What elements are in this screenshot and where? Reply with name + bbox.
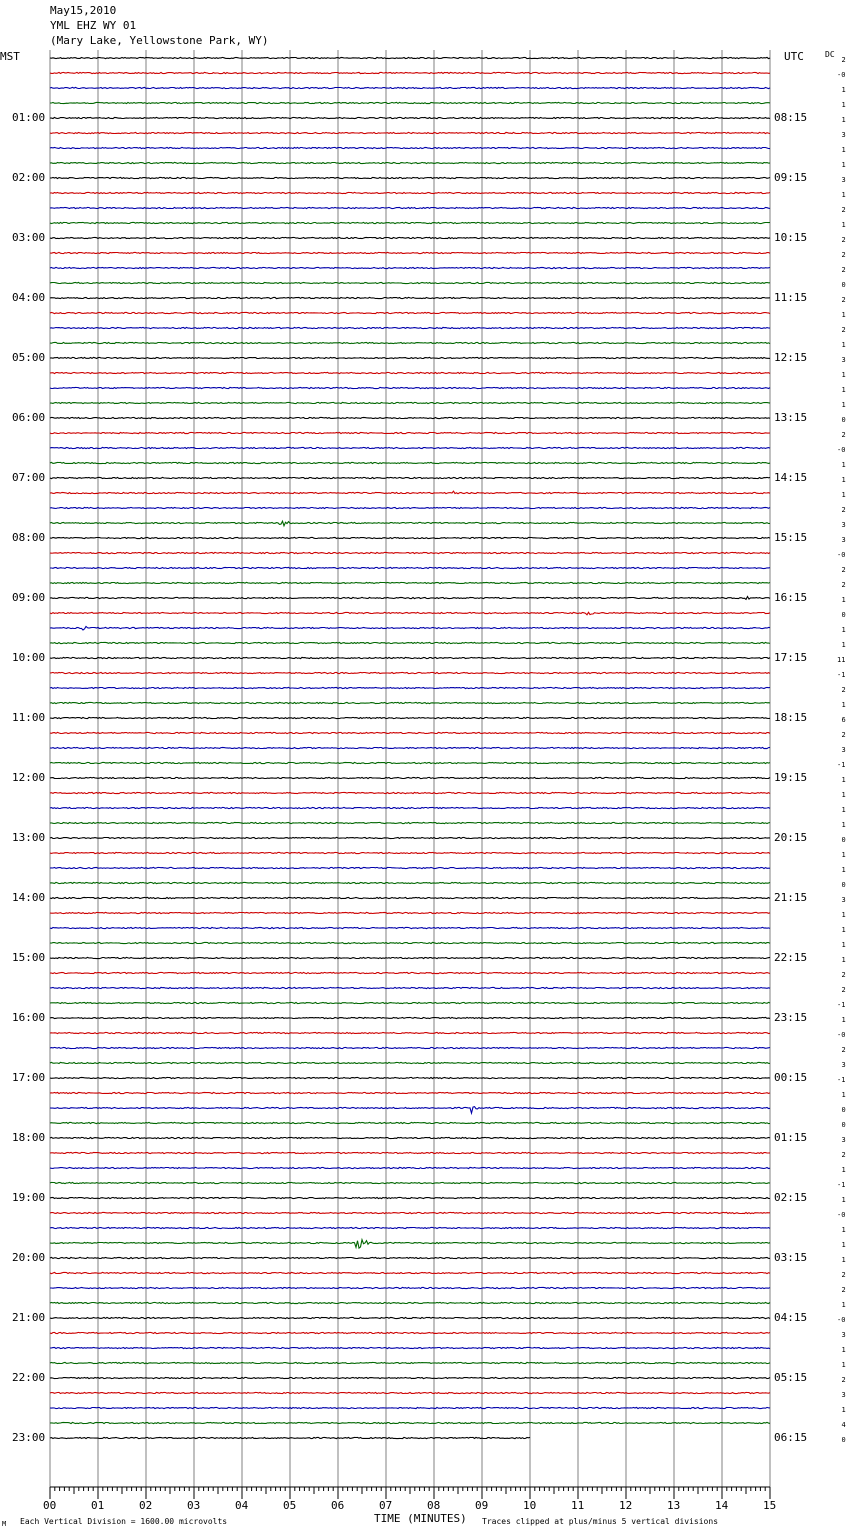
dc-offset-label: 2: [841, 1286, 846, 1294]
dc-offset-label: 2: [841, 326, 846, 334]
trace-row-16: [50, 297, 770, 298]
utc-hour-label: 04:15: [774, 1311, 808, 1324]
mst-hour-label: 18:00: [12, 1131, 46, 1144]
trace-row-48: [50, 777, 770, 778]
trace-row-27: [50, 462, 770, 463]
mst-hour-label: 05:00: [12, 351, 46, 364]
trace-row-80: [50, 1257, 770, 1258]
utc-hour-label: 02:15: [774, 1191, 808, 1204]
dc-offset-label: 1: [841, 86, 846, 94]
trace-row-60: [50, 957, 770, 958]
mst-hour-label: 10:00: [12, 651, 46, 664]
trace-row-92: [50, 1437, 530, 1438]
trace-row-90: [50, 1407, 770, 1408]
dc-offset-label: 2: [841, 1376, 846, 1384]
trace-row-22: [50, 387, 770, 388]
dc-offset-label: 1: [841, 1091, 846, 1099]
utc-hour-label: 00:15: [774, 1071, 808, 1084]
dc-offset-label: 2: [841, 1271, 846, 1279]
dc-offset-label: 3: [841, 536, 846, 544]
trace-row-75: [50, 1182, 770, 1183]
trace-row-24: [50, 417, 770, 418]
dc-offset-label: 1: [841, 941, 846, 949]
trace-row-86: [50, 1347, 770, 1348]
trace-row-31: [50, 521, 770, 526]
clip-note: Traces clipped at plus/minus 5 vertical divisions: [482, 1517, 719, 1526]
trace-row-79: [50, 1240, 770, 1248]
mst-hour-label: 13:00: [12, 831, 46, 844]
mst-hour-label: 06:00: [12, 411, 46, 424]
x-tick-label-11: 11: [571, 1499, 585, 1512]
dc-offset-label: -0: [837, 1031, 846, 1039]
mst-hour-label: 21:00: [12, 1311, 46, 1324]
dc-offset-label: 0: [841, 836, 846, 844]
x-tick-label-13: 13: [667, 1499, 681, 1512]
trace-row-3: [50, 102, 770, 103]
dc-offset-label: 3: [841, 1136, 846, 1144]
trace-row-49: [50, 792, 770, 793]
utc-hour-label: 03:15: [774, 1251, 808, 1264]
x-tick-label-12: 12: [619, 1499, 633, 1512]
dc-offset-label: 2: [841, 236, 846, 244]
utc-hour-label: 22:15: [774, 951, 808, 964]
trace-row-64: [50, 1017, 770, 1018]
scale-note: Each Vertical Division = 1600.00 microvolts: [20, 1517, 228, 1526]
trace-row-9: [50, 192, 770, 193]
utc-hour-label: 17:15: [774, 651, 808, 664]
trace-row-54: [50, 867, 770, 868]
dc-offset-label: 0: [841, 1121, 846, 1129]
dc-offset-label: 1: [841, 101, 846, 109]
trace-row-87: [50, 1362, 770, 1363]
utc-hour-label: 01:15: [774, 1131, 808, 1144]
x-tick-label-2: 02: [139, 1499, 153, 1512]
dc-offset-label: 1: [841, 1196, 846, 1204]
dc-offset-label: -1: [837, 761, 846, 769]
dc-offset-label: -0: [837, 551, 846, 559]
dc-offset-label: 1: [841, 911, 846, 919]
utc-hour-label: 10:15: [774, 231, 808, 244]
trace-row-81: [50, 1272, 770, 1273]
dc-offset-label: 1: [841, 401, 846, 409]
trace-row-26: [50, 447, 770, 448]
x-tick-label-14: 14: [715, 1499, 729, 1512]
dc-offset-label: 1: [841, 866, 846, 874]
trace-row-8: [50, 177, 770, 178]
dc-offset-label: 2: [841, 1151, 846, 1159]
dc-offset-label: 1: [841, 476, 846, 484]
x-tick-label-8: 08: [427, 1499, 441, 1512]
dc-offset-label: 1: [841, 146, 846, 154]
trace-row-0: [50, 57, 770, 58]
dc-offset-label: 1: [841, 221, 846, 229]
dc-offset-label: 2: [841, 686, 846, 694]
dc-offset-label: 2: [841, 296, 846, 304]
dc-offset-label: 1: [841, 791, 846, 799]
dc-offset-label: 0: [841, 1106, 846, 1114]
dc-offset-label: 3: [841, 746, 846, 754]
mst-hour-label: 23:00: [12, 1431, 46, 1444]
trace-row-59: [50, 942, 770, 943]
dc-offset-label: 1: [841, 341, 846, 349]
dc-offset-label: 1: [841, 386, 846, 394]
trace-row-2: [50, 87, 770, 88]
x-tick-label-4: 04: [235, 1499, 249, 1512]
trace-row-69: [50, 1092, 770, 1093]
trace-row-36: [50, 597, 770, 600]
dc-offset-label: 1: [841, 161, 846, 169]
plot-date: May15,2010: [50, 4, 117, 17]
dc-offset-label: 1: [841, 1361, 846, 1369]
trace-row-62: [50, 987, 770, 988]
dc-offset-label: 1: [841, 491, 846, 499]
trace-row-85: [50, 1332, 770, 1333]
dc-offset-label: 0: [841, 611, 846, 619]
trace-row-32: [50, 537, 770, 538]
x-tick-label-6: 06: [331, 1499, 345, 1512]
station-location: (Mary Lake, Yellowstone Park, WY): [50, 34, 269, 47]
trace-row-35: [50, 582, 770, 583]
dc-offset-label: 1: [841, 806, 846, 814]
mst-hour-label: 22:00: [12, 1371, 46, 1384]
dc-offset-label: -1: [837, 1001, 846, 1009]
dc-offset-label: 3: [841, 896, 846, 904]
trace-row-40: [50, 657, 770, 658]
right-timezone-label: UTC: [784, 50, 804, 63]
trace-row-20: [50, 357, 770, 358]
x-tick-label-1: 01: [91, 1499, 105, 1512]
mst-hour-label: 15:00: [12, 951, 46, 964]
trace-row-50: [50, 807, 770, 808]
dc-offset-label: 1: [841, 1406, 846, 1414]
mst-hour-label: 19:00: [12, 1191, 46, 1204]
x-tick-label-5: 05: [283, 1499, 297, 1512]
mst-hour-label: 16:00: [12, 1011, 46, 1024]
utc-hour-label: 13:15: [774, 411, 808, 424]
trace-row-44: [50, 717, 770, 718]
utc-hour-label: 05:15: [774, 1371, 808, 1384]
utc-hour-label: 21:15: [774, 891, 808, 904]
mst-hour-label: 01:00: [12, 111, 46, 124]
trace-row-77: [50, 1212, 770, 1213]
dc-offset-label: 2: [841, 731, 846, 739]
dc-offset-label: 1: [841, 1256, 846, 1264]
trace-row-12: [50, 237, 770, 238]
dc-offset-label: 3: [841, 176, 846, 184]
trace-row-19: [50, 342, 770, 343]
dc-offset-label: 1: [841, 956, 846, 964]
trace-row-1: [50, 72, 770, 73]
trace-row-10: [50, 207, 770, 208]
utc-hour-label: 19:15: [774, 771, 808, 784]
dc-offset-label: 1: [841, 1346, 846, 1354]
dc-offset-label: -0: [837, 1316, 846, 1324]
trace-row-76: [50, 1197, 770, 1198]
dc-offset-label: 2: [841, 506, 846, 514]
dc-offset-label: 1: [841, 1301, 846, 1309]
left-timezone-label: MST: [0, 50, 20, 63]
utc-hour-label: 06:15: [774, 1431, 808, 1444]
dc-offset-label: 2: [841, 971, 846, 979]
trace-row-61: [50, 972, 770, 973]
trace-row-47: [50, 762, 770, 763]
x-tick-label-3: 03: [187, 1499, 201, 1512]
dc-offset-label: 2: [841, 986, 846, 994]
trace-row-41: [50, 672, 770, 673]
trace-row-37: [50, 612, 770, 615]
utc-hour-label: 20:15: [774, 831, 808, 844]
mst-hour-label: 17:00: [12, 1071, 46, 1084]
trace-row-67: [50, 1062, 770, 1063]
dc-offset-label: 2: [841, 431, 846, 439]
mst-hour-label: 20:00: [12, 1251, 46, 1264]
dc-offset-label: 2: [841, 56, 846, 64]
trace-row-17: [50, 312, 770, 313]
dc-offset-label: -1: [837, 1181, 846, 1189]
dc-offset-label: 1: [841, 311, 846, 319]
dc-offset-label: 1: [841, 596, 846, 604]
dc-offset-label: 1: [841, 701, 846, 709]
trace-row-18: [50, 327, 770, 328]
trace-row-56: [50, 897, 770, 898]
dc-offset-label: 1: [841, 851, 846, 859]
trace-row-7: [50, 162, 770, 163]
dc-offset-label: 2: [841, 266, 846, 274]
dc-offset-label: 3: [841, 1391, 846, 1399]
mst-hour-label: 08:00: [12, 531, 46, 544]
utc-hour-label: 16:15: [774, 591, 808, 604]
trace-row-72: [50, 1137, 770, 1138]
dc-offset-label: 3: [841, 1331, 846, 1339]
utc-hour-label: 11:15: [774, 291, 808, 304]
dc-offset-label: -1: [837, 1076, 846, 1084]
dc-offset-label: 1: [841, 461, 846, 469]
dc-offset-label: 3: [841, 131, 846, 139]
dc-offset-label: 3: [841, 356, 846, 364]
dc-offset-label: -1: [837, 671, 846, 679]
dc-offset-label: 2: [841, 581, 846, 589]
dc-offset-label: 1: [841, 626, 846, 634]
trace-row-68: [50, 1077, 770, 1078]
dc-offset-label: 1: [841, 776, 846, 784]
dc-offset-label: 1: [841, 1166, 846, 1174]
dc-offset-label: 3: [841, 521, 846, 529]
dc-offset-label: 1: [841, 821, 846, 829]
dc-offset-label: 1: [841, 926, 846, 934]
trace-row-51: [50, 822, 770, 823]
dc-offset-label: 0: [841, 881, 846, 889]
mst-hour-label: 09:00: [12, 591, 46, 604]
x-tick-label-7: 07: [379, 1499, 393, 1512]
minute-grid: [50, 50, 770, 1487]
trace-row-34: [50, 567, 770, 568]
trace-row-29: [50, 491, 770, 494]
x-tick-label-15: 15: [763, 1499, 777, 1512]
x-tick-label-9: 09: [475, 1499, 489, 1512]
mst-hour-label: 12:00: [12, 771, 46, 784]
trace-row-58: [50, 927, 770, 928]
dc-offset-label: 0: [841, 416, 846, 424]
utc-hour-label: 18:15: [774, 711, 808, 724]
trace-row-13: [50, 252, 770, 253]
trace-row-45: [50, 732, 770, 733]
mst-hour-label: 03:00: [12, 231, 46, 244]
trace-row-83: [50, 1302, 770, 1303]
trace-row-55: [50, 882, 770, 883]
trace-row-84: [50, 1317, 770, 1318]
trace-row-15: [50, 282, 770, 283]
utc-hour-label: 15:15: [774, 531, 808, 544]
mst-hour-label: 02:00: [12, 171, 46, 184]
dc-column-label: DC: [825, 50, 835, 59]
trace-row-53: [50, 852, 770, 853]
dc-offset-label: 2: [841, 566, 846, 574]
dc-offset-label: 1: [841, 641, 846, 649]
dc-offset-label: -0: [837, 1211, 846, 1219]
dc-offset-label: 1: [841, 1016, 846, 1024]
trace-row-38: [50, 627, 770, 631]
dc-offset-label: 1: [841, 116, 846, 124]
utc-hour-label: 09:15: [774, 171, 808, 184]
mst-hour-label: 04:00: [12, 291, 46, 304]
dc-offset-label: 2: [841, 251, 846, 259]
trace-row-74: [50, 1167, 770, 1168]
corner-mark: M: [2, 1520, 7, 1528]
mst-hour-label: 11:00: [12, 711, 46, 724]
dc-offset-label: 0: [841, 281, 846, 289]
utc-hour-label: 14:15: [774, 471, 808, 484]
mst-hour-label: 14:00: [12, 891, 46, 904]
trace-row-89: [50, 1392, 770, 1393]
trace-row-42: [50, 687, 770, 688]
trace-row-46: [50, 747, 770, 748]
trace-row-78: [50, 1227, 770, 1228]
dc-offset-label: 1: [841, 371, 846, 379]
dc-offset-label: 1: [841, 191, 846, 199]
x-tick-label-0: 00: [43, 1499, 57, 1512]
utc-hour-label: 12:15: [774, 351, 808, 364]
trace-row-14: [50, 267, 770, 268]
trace-row-70: [50, 1107, 770, 1114]
utc-hour-label: 23:15: [774, 1011, 808, 1024]
trace-row-30: [50, 507, 770, 508]
trace-row-43: [50, 702, 770, 703]
trace-row-21: [50, 372, 770, 373]
trace-row-4: [50, 117, 770, 118]
trace-row-57: [50, 912, 770, 913]
helicorder-traces: [50, 57, 770, 1438]
trace-row-52: [50, 837, 770, 838]
dc-offset-label: 4: [841, 1421, 846, 1429]
trace-row-63: [50, 1002, 770, 1003]
trace-row-91: [50, 1422, 770, 1423]
dc-offset-label: 1: [841, 1241, 846, 1249]
station-code: YML EHZ WY 01: [50, 19, 137, 32]
trace-row-28: [50, 477, 770, 478]
trace-row-5: [50, 132, 770, 133]
dc-offset-label: 6: [841, 716, 846, 724]
dc-offset-label: 3: [841, 1061, 846, 1069]
mst-hour-label: 07:00: [12, 471, 46, 484]
trace-row-73: [50, 1152, 770, 1153]
dc-offset-label: 2: [841, 206, 846, 214]
dc-offset-label: -0: [837, 71, 846, 79]
trace-row-11: [50, 222, 770, 223]
trace-row-33: [50, 552, 770, 553]
trace-row-6: [50, 147, 770, 148]
trace-row-71: [50, 1122, 770, 1123]
utc-hour-label: 08:15: [774, 111, 808, 124]
dc-offset-label: 0: [841, 1436, 846, 1444]
trace-row-25: [50, 432, 770, 433]
trace-row-66: [50, 1047, 770, 1048]
trace-row-23: [50, 402, 770, 403]
trace-row-82: [50, 1287, 770, 1288]
time-axis: [50, 1487, 770, 1499]
dc-offset-label: 11: [837, 656, 846, 664]
trace-row-65: [50, 1032, 770, 1033]
x-tick-label-10: 10: [523, 1499, 537, 1512]
x-axis-title: TIME (MINUTES): [374, 1512, 467, 1525]
trace-row-39: [50, 642, 770, 643]
trace-row-88: [50, 1377, 770, 1378]
dc-offset-label: -0: [837, 446, 846, 454]
dc-offset-label: 1: [841, 1226, 846, 1234]
dc-offset-label: 2: [841, 1046, 846, 1054]
